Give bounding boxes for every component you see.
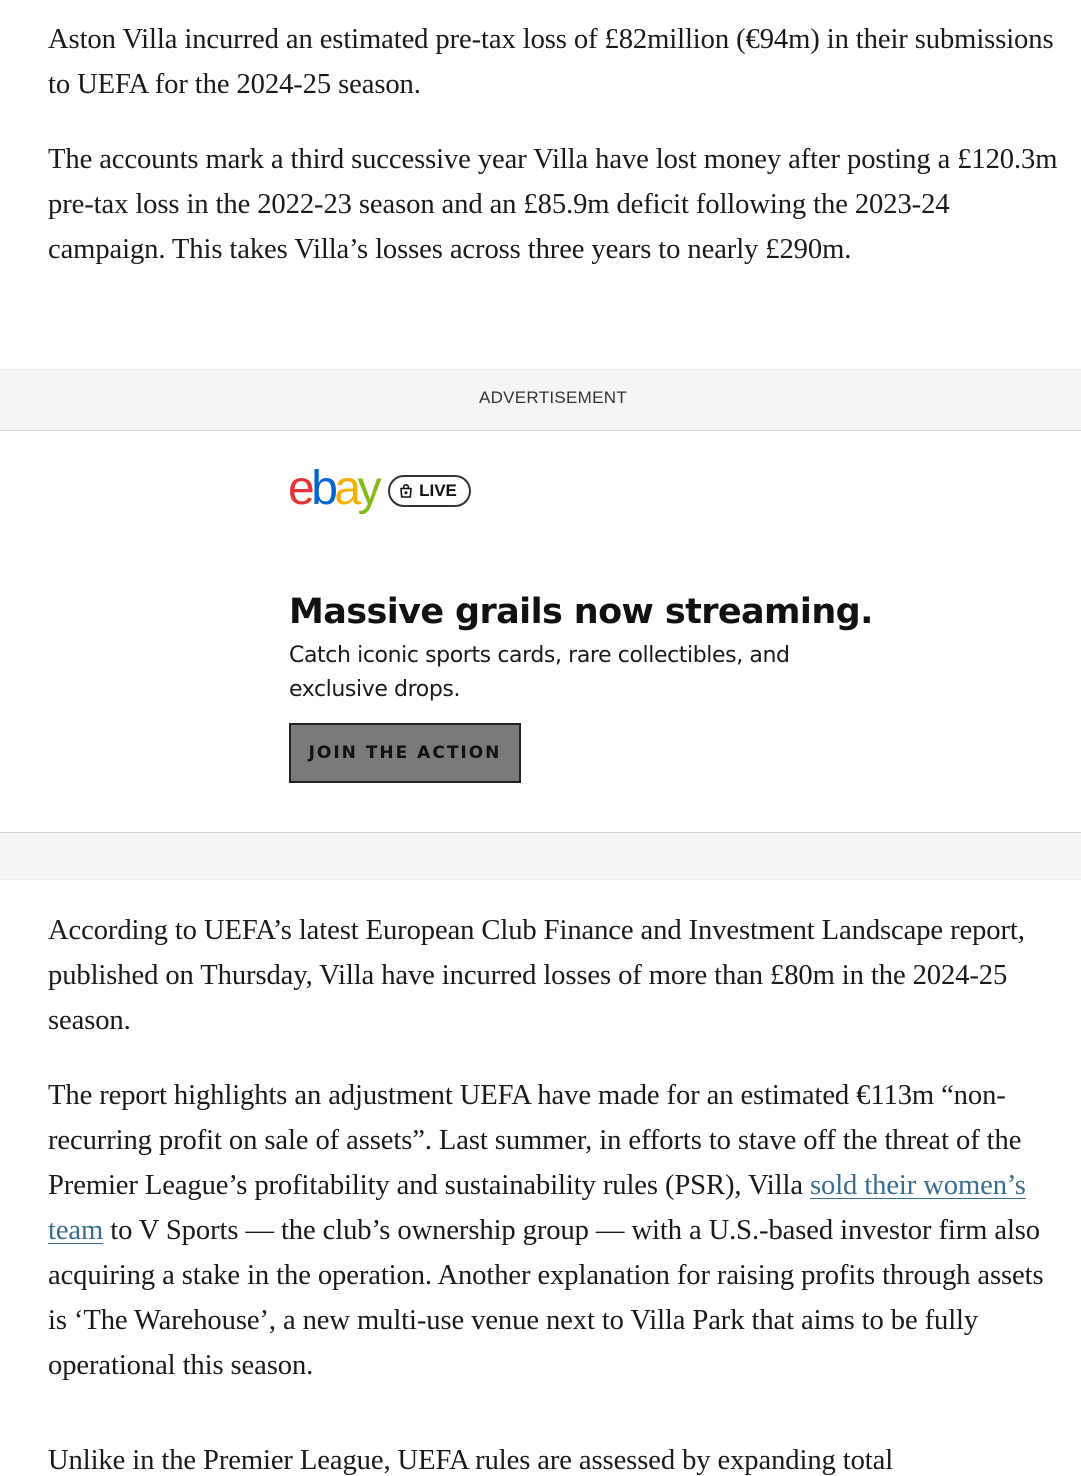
advertisement-header: [0, 369, 1081, 431]
ebay-logo-letter-y: y: [357, 462, 379, 515]
advertisement-label: ADVERTISEMENT: [478, 388, 628, 407]
ebay-logo[interactable]: [288, 462, 379, 515]
ebay-logo-letter-a: a: [334, 462, 358, 515]
live-badge: [388, 475, 471, 507]
ebay-logo-letter-b: b: [311, 462, 335, 515]
article-paragraph-4-text-end: to V Sports — the club’s ownership group — with a U.S.-based investor firm also acquiring a stake in the operation. Another explanation for raising profits through assets is ‘The Warehouse’, a new multi-use venue next to Villa Park that aims to be fully operational this season.: [48, 1215, 1044, 1381]
shopping-bag-icon: [398, 483, 414, 499]
advertisement-footer: [0, 832, 1081, 880]
article-paragraph-4: [48, 1073, 1063, 1388]
ebay-logo-letter-e: e: [288, 462, 312, 515]
advertisement-banner[interactable]: [0, 431, 1081, 832]
article-paragraph-2: The accounts mark a third successive year Villa have lost money after posting a £120.3m pre-tax loss in the 2022-23 season and an £85.9m deficit following the 2023-24 campaign. This takes Villa’s losses across three years to nearly £290m.: [48, 144, 1058, 265]
womens-team-sale-link[interactable]: sold their women’s team: [48, 1170, 1026, 1246]
join-the-action-button[interactable]: JOIN THE ACTION: [289, 723, 521, 783]
ad-copy: Catch iconic sports cards, rare collectibles, and exclusive drops.: [289, 643, 790, 702]
article-paragraph-3: According to UEFA’s latest European Club Finance and Investment Landscape report, published on Thursday, Villa have incurred losses of more than £80m in the 2024-25 season.: [48, 915, 1025, 1036]
article-paragraph-1: Aston Villa incurred an estimated pre-tax loss of £82million (€94m) in their submissions to UEFA for the 2024-25 season.: [48, 24, 1054, 100]
live-badge-label: LIVE: [419, 481, 457, 500]
ad-headline: Massive grails now streaming.: [289, 592, 873, 632]
ad-logo-row[interactable]: [288, 462, 471, 515]
article-paragraph-4-text-start: The report highlights an adjustment UEFA have made for an estimated €113m “non-recurring profit on sale of assets”. Last summer, in efforts to stave off the threat of the Premier League’s profitability and sustainability rules (PSR), Villa: [48, 1080, 1022, 1201]
article-paragraph-5-partial: Unlike in the Premier League, UEFA rules are assessed by expanding total: [48, 1445, 894, 1476]
